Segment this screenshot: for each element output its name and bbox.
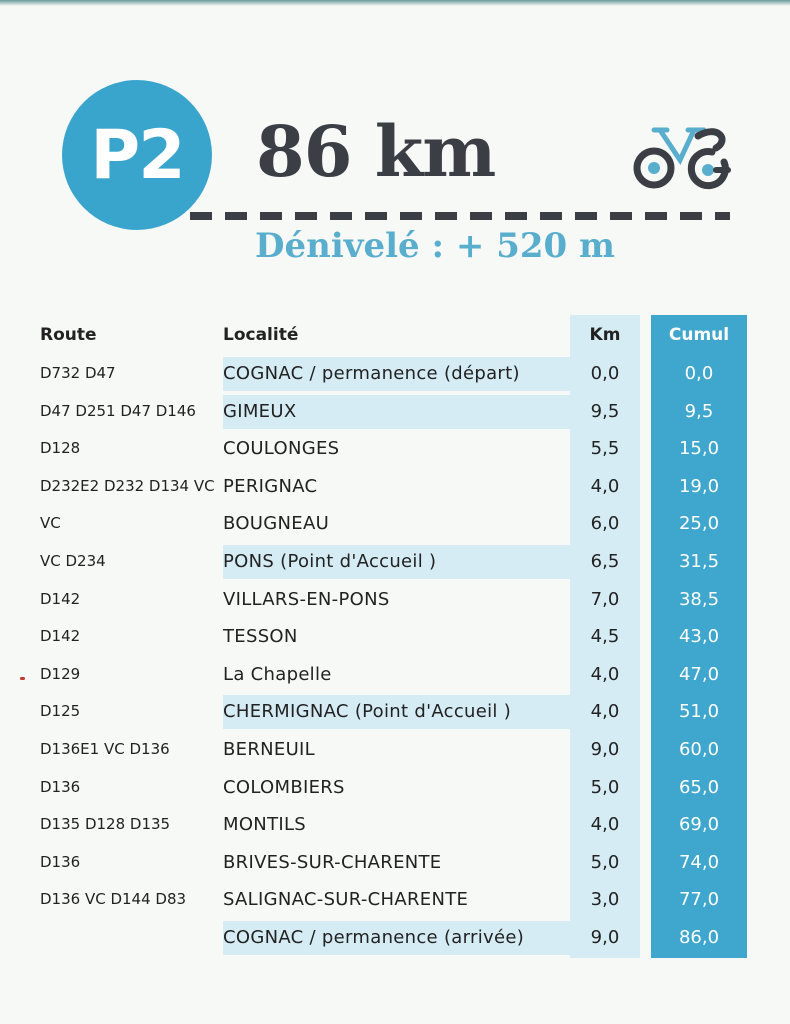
table-row bbox=[0, 845, 790, 883]
cumul-cell: 86,0 bbox=[678, 926, 720, 948]
cumul-cell: 31,5 bbox=[678, 550, 720, 572]
localite-cell: COGNAC / permanence (arrivée) bbox=[223, 921, 570, 955]
route-cell: D135 D128 D135 bbox=[40, 815, 171, 834]
cumul-cell: 51,0 bbox=[678, 701, 720, 723]
localite-cell: COULONGES bbox=[223, 438, 340, 460]
route-cell: D136 bbox=[40, 852, 81, 871]
localite-cell: COGNAC / permanence (départ) bbox=[223, 357, 570, 391]
table-row bbox=[0, 920, 790, 958]
cumul-cell: 47,0 bbox=[678, 663, 720, 685]
table-row bbox=[0, 506, 790, 544]
km-cell: 9,0 bbox=[590, 738, 620, 760]
stage-badge: P2 bbox=[62, 80, 212, 230]
cumul-cell: 74,0 bbox=[678, 851, 720, 873]
cumul-cell: 19,0 bbox=[678, 475, 720, 497]
table-row bbox=[0, 657, 790, 695]
km-cell: 4,0 bbox=[590, 663, 620, 685]
dashed-divider bbox=[190, 212, 730, 220]
cumul-cell: 60,0 bbox=[678, 738, 720, 760]
route-cell: D142 bbox=[40, 589, 81, 608]
localite-cell: BERNEUIL bbox=[223, 738, 315, 760]
table-row bbox=[0, 882, 790, 920]
route-cell: D125 bbox=[40, 702, 81, 721]
table-row bbox=[0, 544, 790, 582]
route-cell: D732 D47 bbox=[40, 364, 116, 382]
km-cell: 6,5 bbox=[590, 550, 620, 572]
bicycle-logo-icon bbox=[632, 118, 732, 198]
km-cell: 0,0 bbox=[590, 363, 620, 384]
cumul-cell: 25,0 bbox=[678, 513, 720, 535]
localite-cell: GIMEUX bbox=[223, 395, 570, 429]
column-header-cumul: Cumul bbox=[668, 325, 730, 345]
route-cell: D136E1 VC D136 bbox=[40, 739, 170, 758]
table-row bbox=[0, 732, 790, 770]
stage-distance: 86 km bbox=[256, 110, 496, 193]
table-row bbox=[0, 431, 790, 469]
cumul-cell: 77,0 bbox=[678, 889, 720, 911]
localite-cell: VILLARS-EN-PONS bbox=[223, 588, 390, 610]
route-cell: D142 bbox=[40, 627, 81, 646]
elevation-gain: Dénivelé : + 520 m bbox=[255, 226, 616, 266]
km-cell: 9,0 bbox=[590, 926, 620, 948]
table-row bbox=[0, 770, 790, 808]
table-row bbox=[0, 582, 790, 620]
table-row bbox=[0, 469, 790, 507]
table-row bbox=[0, 356, 790, 394]
page-top-edge bbox=[0, 0, 790, 6]
km-cell: 4,0 bbox=[590, 475, 620, 497]
route-cell: D136 VC D144 D83 bbox=[40, 890, 187, 909]
table-header bbox=[0, 323, 790, 351]
localite-cell: BRIVES-SUR-CHARENTE bbox=[223, 851, 442, 873]
localite-cell: COLOMBIERS bbox=[223, 776, 345, 798]
route-table-body bbox=[0, 356, 790, 958]
table-row bbox=[0, 807, 790, 845]
route-cell: VC D234 bbox=[40, 551, 106, 570]
km-cell: 4,5 bbox=[590, 626, 620, 648]
km-cell: 5,0 bbox=[590, 776, 620, 798]
route-cell: VC bbox=[40, 514, 61, 533]
column-header-route: Route bbox=[40, 325, 97, 345]
cumul-cell: 9,5 bbox=[684, 400, 714, 422]
cumul-cell: 15,0 bbox=[678, 438, 720, 460]
localite-cell: BOUGNEAU bbox=[223, 513, 330, 535]
localite-cell: PERIGNAC bbox=[223, 475, 318, 497]
ink-mark bbox=[20, 677, 25, 680]
km-cell: 3,0 bbox=[590, 889, 620, 911]
localite-cell: CHERMIGNAC (Point d'Accueil ) bbox=[223, 695, 570, 729]
table-row bbox=[0, 619, 790, 657]
localite-cell: PONS (Point d'Accueil ) bbox=[223, 545, 570, 579]
table-row bbox=[0, 394, 790, 432]
cumul-cell: 0,0 bbox=[684, 363, 714, 384]
cumul-cell: 43,0 bbox=[678, 626, 720, 648]
table-row bbox=[0, 694, 790, 732]
km-cell: 5,0 bbox=[590, 851, 620, 873]
route-cell: D47 D251 D47 D146 bbox=[40, 401, 196, 420]
route-cell: D128 bbox=[40, 439, 81, 458]
localite-cell: MONTILS bbox=[223, 814, 307, 836]
km-cell: 7,0 bbox=[590, 588, 620, 610]
km-cell: 4,0 bbox=[590, 814, 620, 836]
km-cell: 6,0 bbox=[590, 513, 620, 535]
cumul-cell: 69,0 bbox=[678, 814, 720, 836]
route-cell: D129 bbox=[40, 664, 81, 683]
route-cell: D136 bbox=[40, 777, 81, 796]
cumul-cell: 38,5 bbox=[678, 588, 720, 610]
localite-cell: SALIGNAC-SUR-CHARENTE bbox=[223, 889, 469, 911]
route-cell: D232E2 D232 D134 VC bbox=[40, 476, 215, 495]
km-cell: 9,5 bbox=[590, 400, 620, 422]
column-header-km: Km bbox=[589, 325, 621, 345]
localite-cell: TESSON bbox=[223, 626, 298, 648]
km-cell: 4,0 bbox=[590, 701, 620, 723]
localite-cell: La Chapelle bbox=[223, 663, 332, 685]
column-header-localite: Localité bbox=[223, 325, 299, 345]
cumul-cell: 65,0 bbox=[678, 776, 720, 798]
km-cell: 5,5 bbox=[590, 438, 620, 460]
